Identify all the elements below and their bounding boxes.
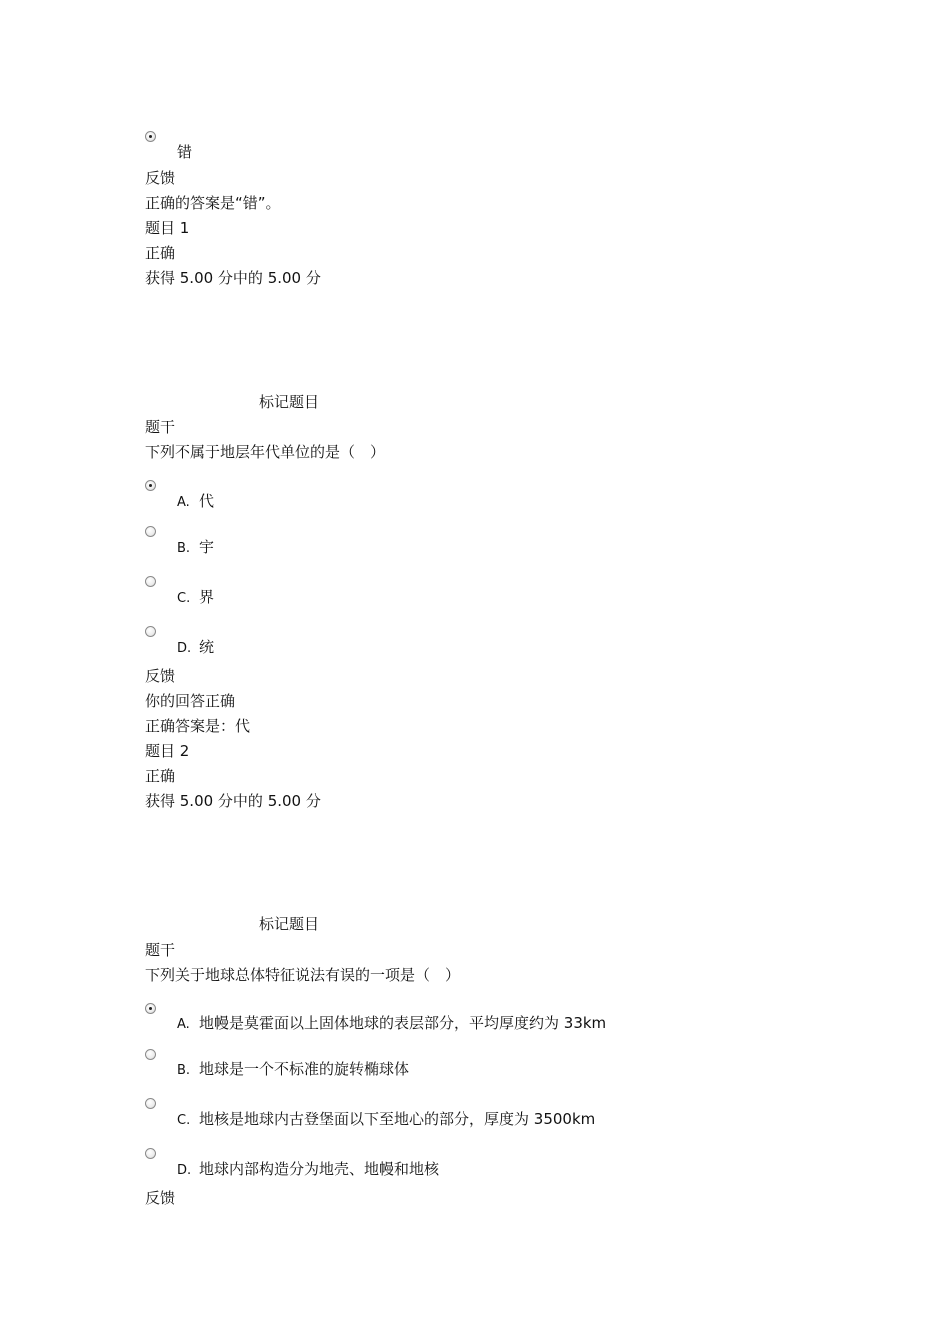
option-d-label <box>177 637 214 659</box>
option-c-label <box>177 587 214 609</box>
radio-option-b[interactable] <box>145 526 156 537</box>
radio-option-wrong[interactable] <box>145 131 156 142</box>
feedback-label: 反馈 <box>145 169 176 187</box>
radio-option-c[interactable] <box>145 576 156 587</box>
radio-option-d[interactable] <box>145 626 156 637</box>
option-a-label <box>177 491 214 513</box>
question-number: 题目 2 <box>145 742 190 760</box>
question-score: 获得 5.00 分中的 5.00 分 <box>145 269 321 287</box>
radio-selected-dot <box>149 1007 152 1010</box>
feedback-correct-answer: 正确答案是：代 <box>145 717 251 735</box>
option-letter: A. <box>177 1017 190 1032</box>
option-label-wrong: 错 <box>177 143 193 161</box>
flag-question-link[interactable]: 标记题目 <box>259 915 320 933</box>
feedback-label: 反馈 <box>145 1189 176 1207</box>
option-letter: D. <box>177 1163 192 1178</box>
radio-option-d[interactable] <box>145 1148 156 1159</box>
question-score: 获得 5.00 分中的 5.00 分 <box>145 792 321 810</box>
option-text: 宇 <box>199 538 215 556</box>
question-number: 题目 1 <box>145 219 190 237</box>
option-text: 界 <box>199 588 215 606</box>
feedback-correct-answer: 正确的答案是“错”。 <box>145 194 281 212</box>
option-letter: C. <box>177 591 191 606</box>
question-stem-label: 题干 <box>145 941 176 959</box>
radio-selected-dot <box>149 135 152 138</box>
question-stem: 下列不属于地层年代单位的是（ ） <box>145 443 386 461</box>
option-letter: B. <box>177 1063 191 1078</box>
option-letter: B. <box>177 541 191 556</box>
option-text: 地核是地球内古登堡面以下至地心的部分，厚度为 3500km <box>199 1110 596 1128</box>
option-a-label <box>177 1013 606 1035</box>
feedback-result: 你的回答正确 <box>145 692 236 710</box>
option-d-label <box>177 1159 439 1181</box>
radio-option-a[interactable] <box>145 1003 156 1014</box>
radio-selected-dot <box>149 484 152 487</box>
option-letter: A. <box>177 495 190 510</box>
option-text: 统 <box>199 638 215 656</box>
option-c-label <box>177 1109 595 1131</box>
option-b-label <box>177 537 214 559</box>
radio-option-c[interactable] <box>145 1098 156 1109</box>
option-text: 地球是一个不标准的旋转椭球体 <box>199 1060 410 1078</box>
option-b-label <box>177 1059 409 1081</box>
question-status: 正确 <box>145 244 176 262</box>
flag-question-link[interactable]: 标记题目 <box>259 393 320 411</box>
option-letter: C. <box>177 1113 191 1128</box>
option-letter: D. <box>177 641 192 656</box>
option-text: 地球内部构造分为地壳、地幔和地核 <box>199 1160 440 1178</box>
question-stem-label: 题干 <box>145 418 176 436</box>
radio-option-b[interactable] <box>145 1049 156 1060</box>
question-stem: 下列关于地球总体特征说法有误的一项是（ ） <box>145 966 461 984</box>
option-text: 地幔是莫霍面以上固体地球的表层部分，平均厚度约为 33km <box>199 1014 607 1032</box>
option-text: 代 <box>199 492 215 510</box>
radio-option-a[interactable] <box>145 480 156 491</box>
feedback-label: 反馈 <box>145 667 176 685</box>
question-status: 正确 <box>145 767 176 785</box>
